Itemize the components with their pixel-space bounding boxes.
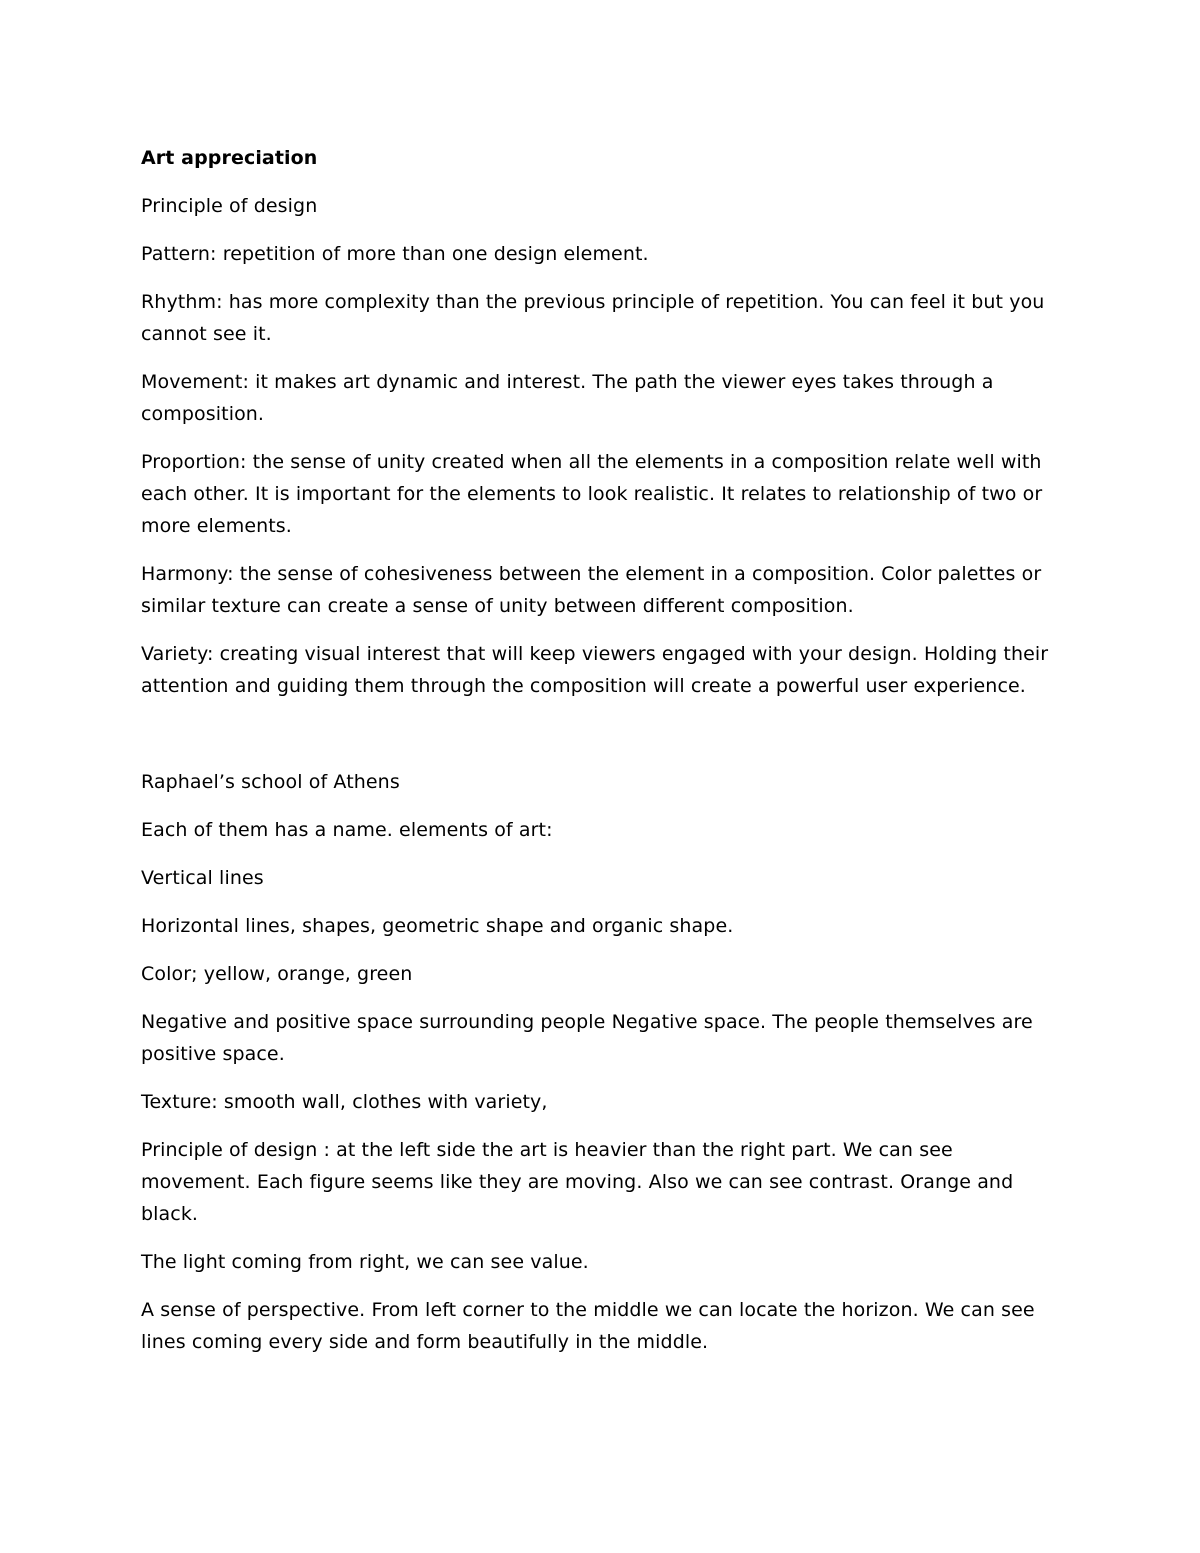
paragraph-rhythm: Rhythm: has more complexity than the previous principle of repetition. You can feel it but you cannot see it. bbox=[141, 291, 1045, 345]
paragraph-horizontal-lines: Horizontal lines, shapes, geometric shape and organic shape. bbox=[141, 915, 734, 937]
blank-line bbox=[141, 718, 1061, 766]
paragraph-pattern: Pattern: repetition of more than one design element. bbox=[141, 243, 649, 265]
paragraph-vertical-lines: Vertical lines bbox=[141, 867, 264, 889]
paragraph-principle-heading: Principle of design bbox=[141, 195, 318, 217]
paragraph-perspective: A sense of perspective. From left corner to the middle we can locate the horizon. We can see lines coming every side and form beautifully in the middle. bbox=[141, 1299, 1035, 1353]
paragraph-movement: Movement: it makes art dynamic and interest. The path the viewer eyes takes through a composition. bbox=[141, 371, 994, 425]
paragraph-raphael-heading: Raphael’s school of Athens bbox=[141, 771, 400, 793]
paragraph-space: Negative and positive space surrounding people Negative space. The people themselves are positive space. bbox=[141, 1011, 1033, 1065]
paragraph-proportion: Proportion: the sense of unity created when all the elements in a composition relate well with each other. It is important for the elements to look realistic. It relates to relationship of two or more elements. bbox=[141, 451, 1043, 537]
paragraph-principle-analysis: Principle of design : at the left side the art is heavier than the right part. We can see movement. Each figure seems like they are moving. Also we can see contrast. Orange and black. bbox=[141, 1139, 1014, 1225]
document-body bbox=[141, 142, 1061, 1374]
paragraph-color: Color; yellow, orange, green bbox=[141, 963, 413, 985]
paragraph-texture: Texture: smooth wall, clothes with variety, bbox=[141, 1091, 548, 1113]
paragraph-light: The light coming from right, we can see value. bbox=[141, 1251, 589, 1273]
paragraph-variety: Variety: creating visual interest that will keep viewers engaged with your design. Holding their attention and guiding them through the composition will create a powerful user experience. bbox=[141, 643, 1049, 697]
paragraph-harmony: Harmony: the sense of cohesiveness between the element in a composition. Color palettes or similar texture can create a sense of unity between different composition. bbox=[141, 563, 1042, 617]
paragraph-elements-of-art: Each of them has a name. elements of art: bbox=[141, 819, 553, 841]
document-title: Art appreciation bbox=[141, 147, 318, 169]
